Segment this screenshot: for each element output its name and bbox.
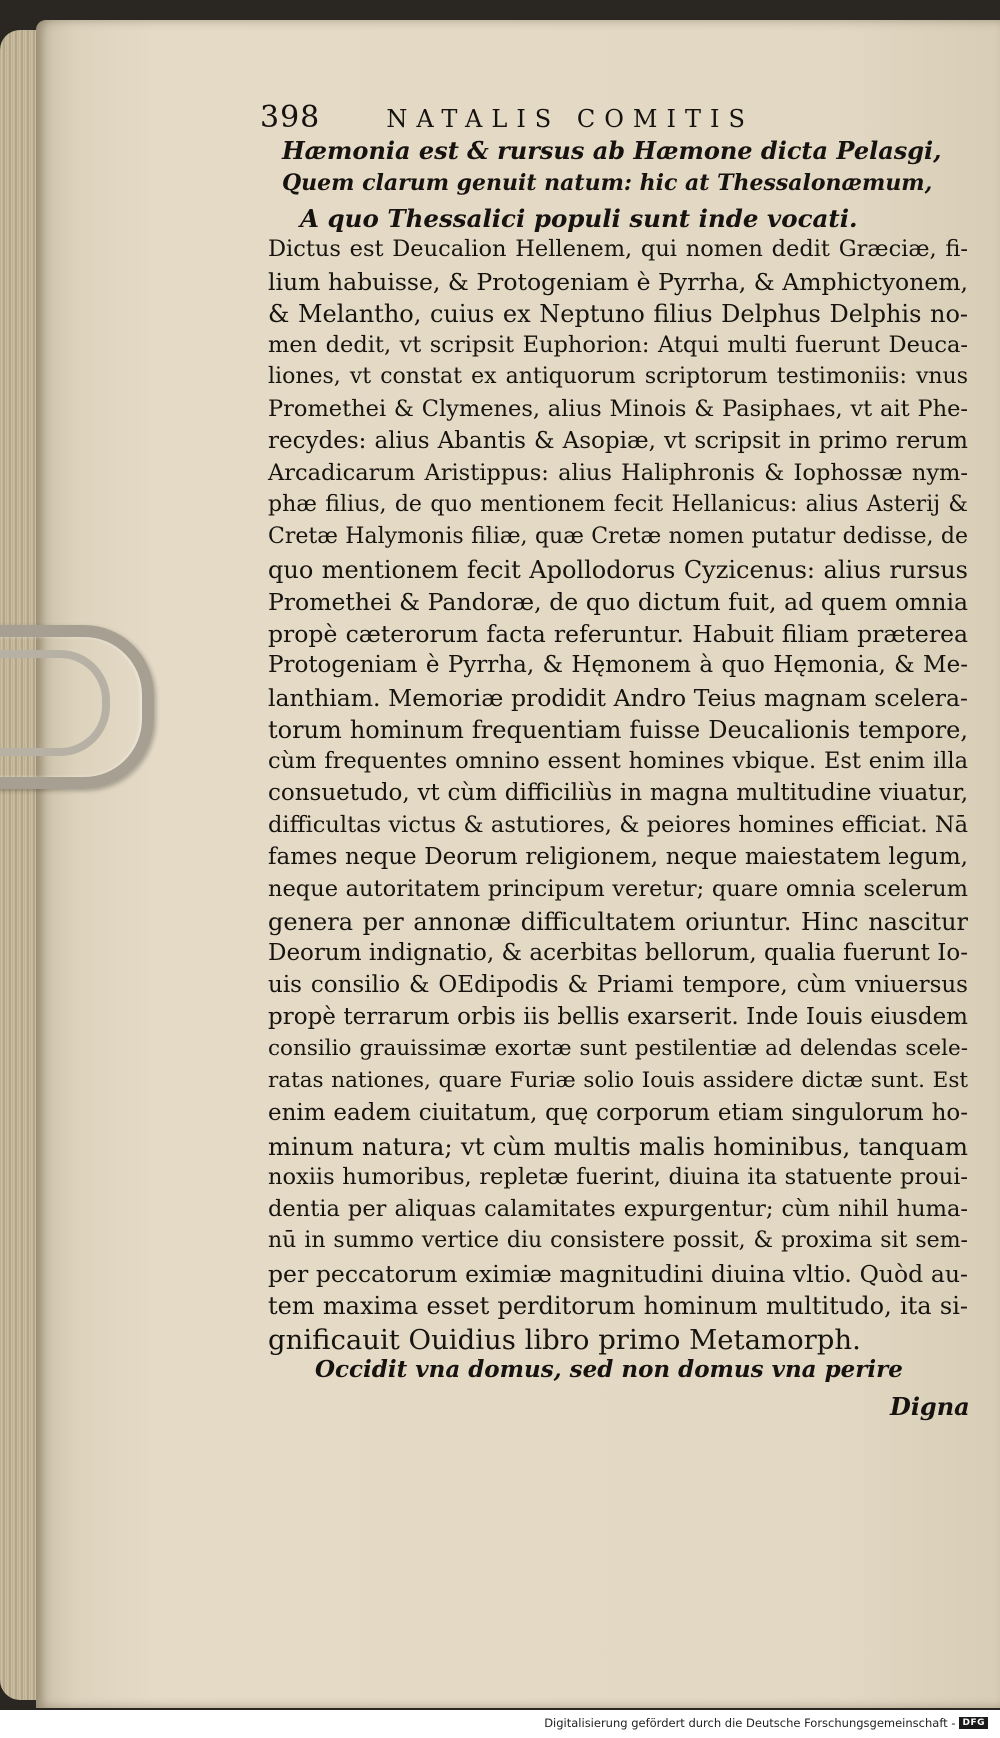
body-line: fames neque Deorum religionem, neque maiestatem legum, bbox=[268, 844, 968, 870]
verse-line: Hæmonia est & rursus ab Hæmone dicta Pelasgi, bbox=[282, 136, 942, 165]
page-number: 398 bbox=[260, 100, 321, 135]
body-line: difficultas victus & astutiores, & peiores homines efficiat. Nā bbox=[268, 812, 968, 838]
page-clip-inner bbox=[0, 650, 110, 756]
body-line: torum hominum frequentiam fuisse Deucalionis tempore, bbox=[268, 716, 968, 744]
body-line: uis consilio & OEdipodis & Priami tempore, cùm vniuersus bbox=[268, 972, 968, 998]
body-line: cùm frequentes omnino essent homines vbique. Est enim illa bbox=[268, 748, 968, 774]
body-line: Promethei & Clymenes, alius Minois & Pasiphaes, vt ait Phe- bbox=[268, 396, 968, 422]
body-line: minum natura; vt cùm multis malis hominibus, tanquam bbox=[268, 1132, 968, 1161]
body-line: ratas nationes, quare Furiæ solio Iouis assidere dictæ sunt. Est bbox=[268, 1068, 968, 1093]
page-header bbox=[260, 100, 830, 135]
verse-line: A quo Thessalici populi sunt inde vocati. bbox=[300, 204, 858, 233]
body-line: tem maxima esset perditorum hominum multitudo, ita si- bbox=[268, 1292, 968, 1320]
body-line: nū in summo vertice diu consistere possit, & proxima sit sem- bbox=[268, 1228, 968, 1253]
credit-text: Digitalisierung gefördert durch die Deutsche Forschungsgemeinschaft - bbox=[544, 1716, 956, 1730]
body-line: Arcadicarum Aristippus: alius Haliphronis & Iophossæ nym- bbox=[268, 460, 968, 486]
body-line: Cretæ Halymonis filiæ, quæ Cretæ nomen putatur dedisse, de bbox=[268, 524, 968, 549]
body-line: dentia per aliquas calamitates expurgentur; cùm nihil huma- bbox=[268, 1196, 968, 1222]
body-line: genera per annonæ difficultatem oriuntur. Hinc nascitur bbox=[268, 908, 968, 936]
body-line: quo mentionem fecit Apollodorus Cyzicenus: alius rursus bbox=[268, 556, 968, 584]
body-line: Dictus est Deucalion Hellenem, qui nomen dedit Græciæ, fi- bbox=[268, 236, 968, 262]
digitization-credit bbox=[544, 1716, 988, 1730]
body-line: phæ filius, de quo mentionem fecit Hellanicus: alius Asterij & bbox=[268, 492, 968, 517]
body-line: noxiis humoribus, repletæ fuerint, diuina ita statuente proui- bbox=[268, 1164, 968, 1190]
body-line: propè terrarum orbis iis bellis exarserit. Inde Iouis eiusdem bbox=[268, 1004, 968, 1030]
body-line: gnificauit Ouidius libro primo Metamorph. bbox=[268, 1324, 861, 1356]
body-line: Promethei & Pandoræ, de quo dictum fuit, ad quem omnia bbox=[268, 588, 968, 616]
body-line: per peccatorum eximiæ magnitudini diuina vltio. Quòd au- bbox=[268, 1260, 968, 1288]
body-line: propè cæterorum facta referuntur. Habuit filiam præterea bbox=[268, 620, 968, 648]
running-head: NATALIS COMITIS bbox=[386, 105, 754, 133]
body-line: & Melantho, cuius ex Neptuno filius Delphus Delphis no- bbox=[268, 300, 968, 328]
dfg-logo: DFG bbox=[959, 1717, 988, 1729]
body-line: consilio grauissimæ exortæ sunt pestilentiæ ad delendas scele- bbox=[268, 1036, 968, 1061]
body-line: recydes: alius Abantis & Asopiæ, vt scripsit in primo rerum bbox=[268, 428, 968, 454]
body-line: men dedit, vt scripsit Euphorion: Atqui multi fuerunt Deuca- bbox=[268, 332, 968, 358]
body-line: consuetudo, vt cùm difficiliùs in magna multitudine viuatur, bbox=[268, 780, 968, 806]
body-line: Protogeniam è Pyrrha, & Hęmonem à quo Hęmonia, & Me- bbox=[268, 652, 968, 678]
body-line: liones, vt constat ex antiquorum scriptorum testimoniis: vnus bbox=[268, 364, 968, 389]
body-line: enim eadem ciuitatum, quę corporum etiam singulorum ho- bbox=[268, 1100, 968, 1126]
body-line: lium habuisse, & Protogeniam è Pyrrha, & Amphictyonem, bbox=[268, 268, 968, 296]
verse-line: Occidit vna domus, sed non domus vna perire bbox=[315, 1356, 903, 1383]
catchword: Digna bbox=[890, 1392, 970, 1421]
body-line: lanthiam. Memoriæ prodidit Andro Teius magnam scelera- bbox=[268, 684, 968, 712]
verse-line: Quem clarum genuit natum: hic at Thessalonæmum, bbox=[282, 170, 933, 196]
body-line: neque autoritatem principum veretur; quare omnia scelerum bbox=[268, 876, 968, 902]
body-line: Deorum indignatio, & acerbitas bellorum, qualia fuerunt Io- bbox=[268, 940, 968, 966]
